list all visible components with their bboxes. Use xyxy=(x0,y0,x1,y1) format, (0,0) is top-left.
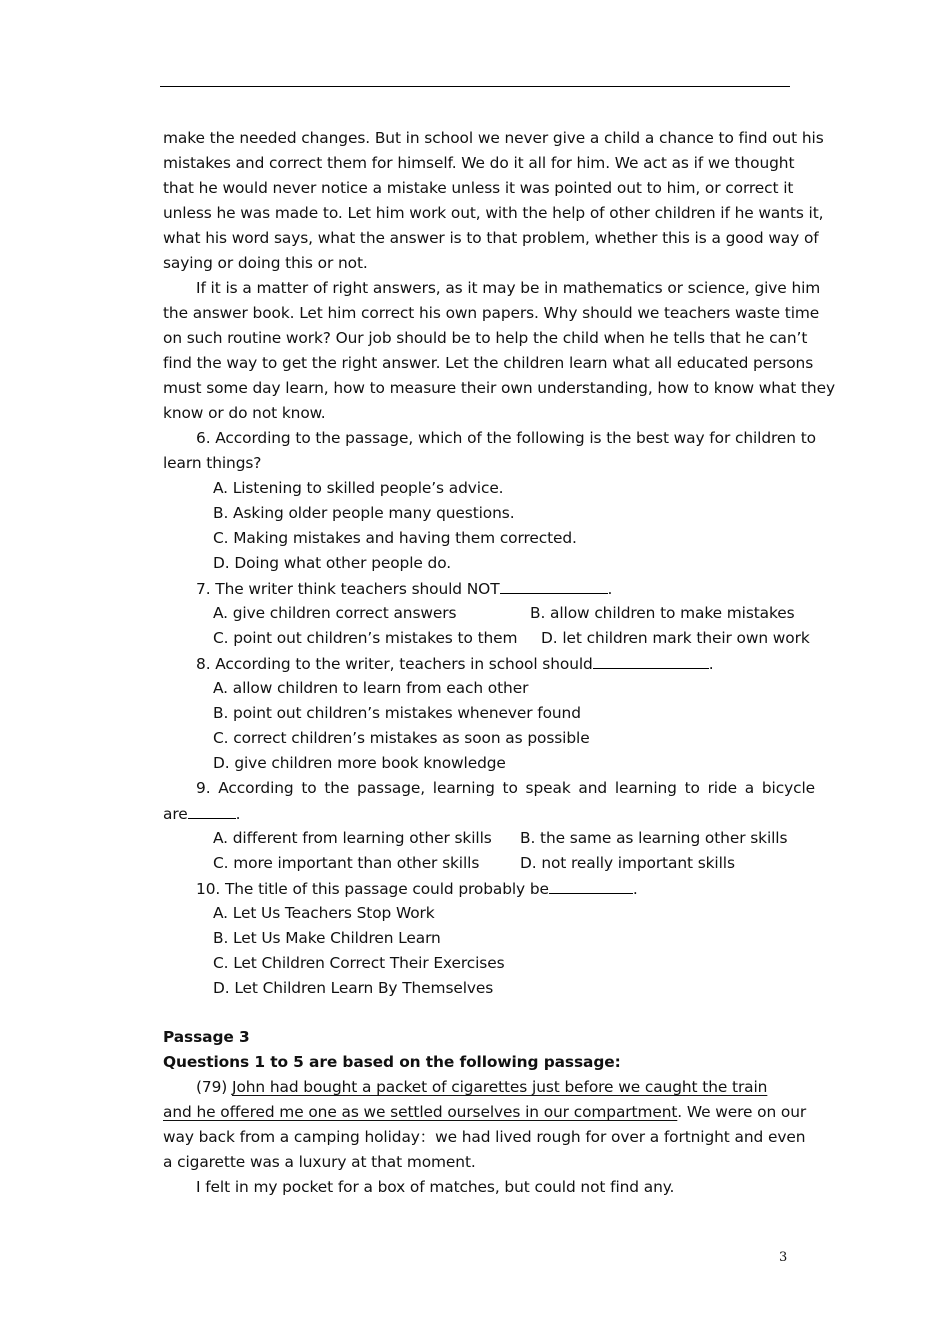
passage-3-line xyxy=(196,1077,767,1097)
answer-blank[interactable] xyxy=(593,653,709,669)
passage-3-text: . We were on our xyxy=(677,1103,807,1121)
question-9-end: . xyxy=(235,805,241,823)
option-6c: C. Making mistakes and having them corrected. xyxy=(213,529,577,547)
option-10b: B. Let Us Make Children Learn xyxy=(213,929,441,947)
underlined-sentence: John had bought a packet of cigarettes just before we caught the train xyxy=(232,1078,768,1096)
passage-line: on such routine work? Our job should be to help the child when he tells that he can’t xyxy=(163,329,808,347)
question-9-word: are xyxy=(163,805,188,823)
option-10d: D. Let Children Learn By Themselves xyxy=(213,979,494,997)
passage-3-line: way back from a camping holiday：we had lived rough for over a fortnight and even xyxy=(163,1128,806,1146)
option-6d: D. Doing what other people do. xyxy=(213,554,452,572)
option-9a: A. different from learning other skills xyxy=(213,829,492,847)
option-8b: B. point out children’s mistakes whenever found xyxy=(213,704,581,722)
question-10 xyxy=(196,878,638,899)
passage-3-line: a cigarette was a luxury at that moment. xyxy=(163,1153,476,1171)
option-8d: D. give children more book knowledge xyxy=(213,754,506,772)
question-7 xyxy=(196,578,612,599)
answer-blank[interactable] xyxy=(549,878,633,894)
question-7-end: . xyxy=(607,580,613,598)
answer-blank[interactable] xyxy=(500,578,608,594)
question-8-stem: 8. According to the writer, teachers in school should xyxy=(196,655,593,673)
passage-line: that he would never notice a mistake unless it was pointed out to him, or correct it xyxy=(163,179,794,197)
question-10-end: . xyxy=(632,880,638,898)
question-10-stem: 10. The title of this passage could probably be xyxy=(196,880,549,898)
question-8 xyxy=(196,653,714,674)
passage-line: saying or doing this or not. xyxy=(163,254,368,272)
passage-line: the answer book. Let him correct his own papers. Why should we teachers waste time xyxy=(163,304,820,322)
passage-3-heading: Passage 3 xyxy=(163,1028,250,1046)
option-10c: C. Let Children Correct Their Exercises xyxy=(213,954,505,972)
question-7-stem: 7. The writer think teachers should NOT xyxy=(196,580,500,598)
option-7d: D. let children mark their own work xyxy=(541,629,810,647)
option-7b: B. allow children to make mistakes xyxy=(530,604,795,622)
option-9c: C. more important than other skills xyxy=(213,854,480,872)
question-9-stem-cont xyxy=(163,803,240,824)
sentence-marker: (79) xyxy=(196,1078,232,1096)
passage-line: mistakes and correct them for himself. We do it all for him. We act as if we thought xyxy=(163,154,795,172)
question-9-stem: 9. According to the passage, learning to speak and learning to ride a bicycle xyxy=(196,779,815,797)
option-6a: A. Listening to skilled people’s advice. xyxy=(213,479,504,497)
passage-3-line: I felt in my pocket for a box of matches, but could not find any. xyxy=(196,1178,675,1196)
page-number: 3 xyxy=(779,1250,788,1265)
option-8c: C. correct children’s mistakes as soon as possible xyxy=(213,729,590,747)
answer-blank[interactable] xyxy=(188,803,236,819)
question-8-end: . xyxy=(708,655,714,673)
option-10a: A. Let Us Teachers Stop Work xyxy=(213,904,435,922)
passage-line: find the way to get the right answer. Let the children learn what all educated persons xyxy=(163,354,814,372)
option-6b: B. Asking older people many questions. xyxy=(213,504,515,522)
passage-line: unless he was made to. Let him work out, with the help of other children if he wants it, xyxy=(163,204,824,222)
passage-3-line xyxy=(163,1102,806,1122)
option-7c: C. point out children’s mistakes to them xyxy=(213,629,518,647)
option-7a: A. give children correct answers xyxy=(213,604,457,622)
passage-line: must some day learn, how to measure their own understanding, how to know what they xyxy=(163,379,835,397)
question-6-stem-cont: learn things? xyxy=(163,454,262,472)
option-8a: A. allow children to learn from each other xyxy=(213,679,529,697)
question-6-stem: 6. According to the passage, which of the following is the best way for children to xyxy=(196,429,816,447)
passage-line: know or do not know. xyxy=(163,404,326,422)
header-rule xyxy=(160,86,790,87)
underlined-sentence-cont: and he offered me one as we settled ourselves in our compartment xyxy=(163,1103,678,1121)
option-9b: B. the same as learning other skills xyxy=(520,829,788,847)
passage-line: what his word says, what the answer is to that problem, whether this is a good way of xyxy=(163,229,819,247)
passage-line: make the needed changes. But in school we never give a child a chance to find out his xyxy=(163,129,824,147)
option-9d: D. not really important skills xyxy=(520,854,735,872)
passage-3-subheading: Questions 1 to 5 are based on the following passage: xyxy=(163,1053,621,1071)
passage-line: If it is a matter of right answers, as it may be in mathematics or science, give him xyxy=(196,279,821,297)
